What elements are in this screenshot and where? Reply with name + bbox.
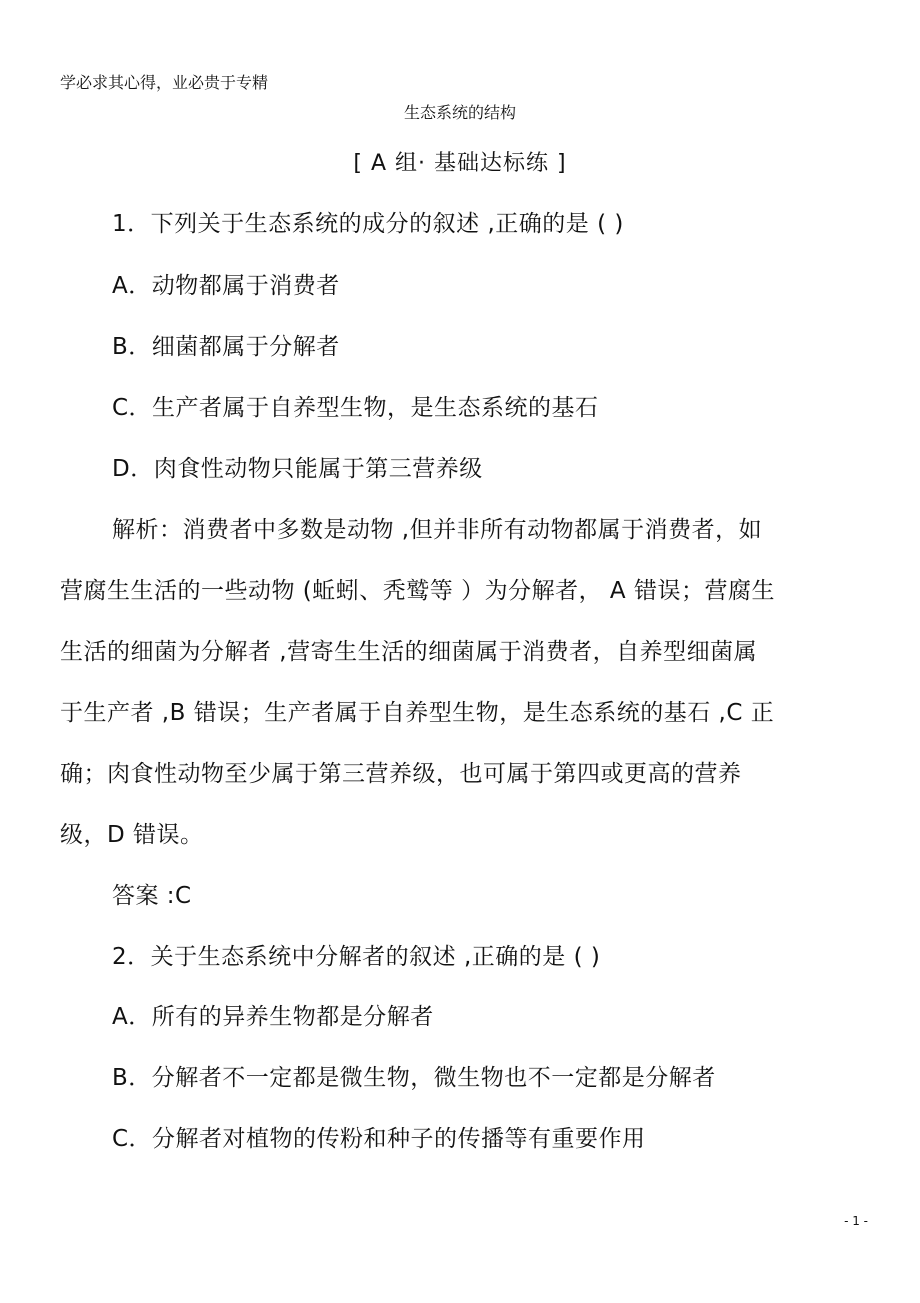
question-1-option-c: C．生产者属于自养型生物，是生态系统的基石 [112, 395, 599, 421]
question-1-option-d: D．肉食性动物只能属于第三营养级 [112, 456, 483, 482]
question-1-stem: 1．下列关于生态系统的成分的叙述 ,正确的是 ( ) [112, 211, 624, 237]
question-1-option-a: A．动物都属于消费者 [112, 273, 340, 299]
question-1-analysis-line: 级，D 错误。 [60, 822, 204, 848]
page-number: - 1 - [844, 1214, 868, 1228]
document-title: 生态系统的结构 [403, 103, 516, 122]
question-1-analysis-line: 生活的细菌为分解者 ,营寄生生活的细菌属于消费者，自养型细菌属 [60, 639, 758, 665]
question-1-option-b: B．细菌都属于分解者 [112, 334, 340, 360]
question-1-analysis-line: 确；肉食性动物至少属于第三营养级，也可属于第四或更高的营养 [60, 761, 742, 787]
section-heading: [ A 组· 基础达标练 ] [353, 151, 567, 176]
question-1-analysis-line: 营腐生生活的一些动物 (蚯蚓、秃鹫等 ）为分解者， A 错误；营腐生 [60, 578, 775, 604]
question-1-analysis-line: 于生产者 ,B 错误；生产者属于自养型生物，是生态系统的基石 ,C 正 [60, 700, 775, 726]
header-motto: 学必求其心得，业必贵于专精 [60, 73, 269, 92]
question-2-option-a: A．所有的异养生物都是分解者 [112, 1004, 434, 1030]
question-1-answer: 答案 :C [112, 883, 192, 909]
question-2-option-b: B．分解者不一定都是微生物，微生物也不一定都是分解者 [112, 1065, 716, 1091]
question-2-stem: 2．关于生态系统中分解者的叙述 ,正确的是 ( ) [112, 944, 601, 970]
question-1-analysis-line: 解析：消费者中多数是动物 ,但并非所有动物都属于消费者，如 [112, 517, 763, 543]
question-2-option-c: C．分解者对植物的传粉和种子的传播等有重要作用 [112, 1126, 646, 1152]
